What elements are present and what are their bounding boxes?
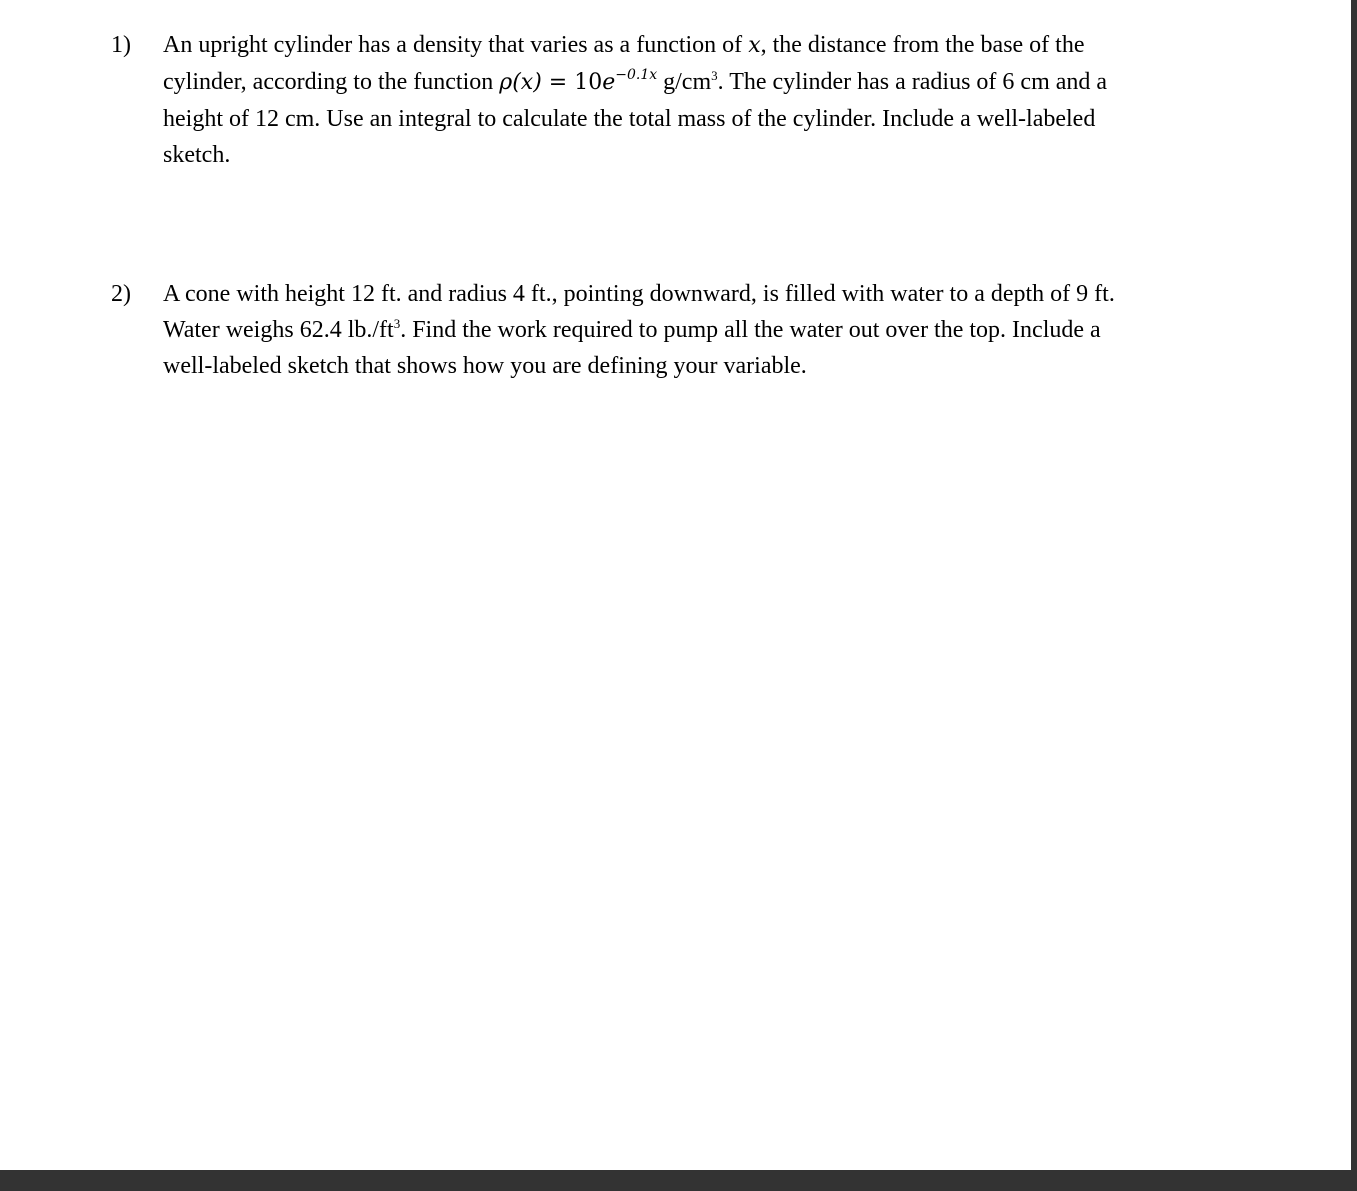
window-right-border <box>1351 0 1357 1191</box>
variable-x: x <box>748 33 761 58</box>
text-segment: cylinder, according to the function <box>163 69 500 95</box>
text-segment: . The cylinder has a radius of 6 cm and a <box>717 69 1108 95</box>
units-power: 3 <box>711 68 718 83</box>
problem-line <box>163 64 1243 101</box>
units-main: g/cm <box>657 69 712 95</box>
text-segment: Water weighs 62.4 lb./ft <box>163 317 394 343</box>
text-segment: . Find the work required to pump all the water out over the top. Include a <box>400 317 1101 343</box>
problem-number: 1) <box>111 32 131 58</box>
problem-line: well-labeled sketch that shows how you are defining your variable. <box>163 353 807 379</box>
problem-line <box>163 27 1243 64</box>
window-bottom-bar <box>0 1170 1357 1191</box>
problem-line <box>163 312 1243 348</box>
text-segment: An upright cylinder has a density that varies as a function of <box>163 32 749 58</box>
problem-line: height of 12 cm. Use an integral to calculate the total mass of the cylinder. Include a well-labeled <box>163 106 1096 132</box>
density-exponent: −0.1x <box>615 67 658 83</box>
density-coefficient: 10 <box>574 70 603 95</box>
equals-sign: = <box>541 70 575 95</box>
text-segment: , the distance from the base of the <box>760 32 1085 58</box>
density-formula <box>499 67 658 95</box>
units-power: 3 <box>393 316 401 331</box>
problem-text <box>163 276 1243 384</box>
problem-line: sketch. <box>163 142 231 168</box>
density-lhs: ρ(x) <box>499 70 542 95</box>
problem-line: A cone with height 12 ft. and radius 4 ft., pointing downward, is filled with water to a depth of 9 ft. <box>163 281 1115 307</box>
problem-number: 2) <box>111 281 131 307</box>
problem-text <box>163 27 1243 173</box>
density-units <box>657 69 718 95</box>
density-base: e <box>602 70 616 95</box>
